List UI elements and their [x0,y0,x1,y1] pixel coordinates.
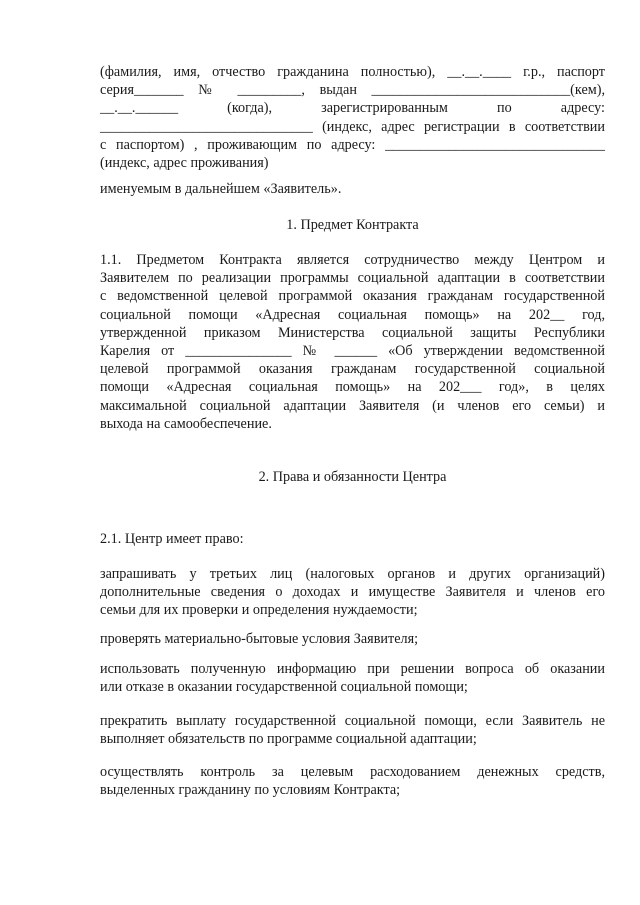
section-2-subtitle: 2.1. Центр имеет право: [100,531,244,547]
header-line-2: серия_______ № _________, выдан ____________________________(кем), [100,82,605,99]
s1-line: с ведомственной целевой программой оказания гражданам государственной [100,288,605,305]
header-line-6: (индекс, адрес проживания) [100,155,269,172]
item-line: осуществлять контроль за целевым расходованием денежных средств, [100,764,605,780]
item-line: дополнительные сведения о доходах и имуществе Заявителя и членов его [100,584,605,601]
s1-line: выхода на самообеспечение. [100,415,272,432]
s1-line: максимальной социальной адаптации Заявителя (и членов его семьи) и [100,397,605,414]
item-line: семьи для их проверки и определения нуждаемости; [100,602,418,619]
item-line: запрашивать у третьих лиц (налоговых органов и других организаций) [100,566,605,582]
s1-line: целевой программой оказания гражданам государственной социальной [100,361,605,378]
applicant-header [100,63,605,172]
item-line: прекратить выплату государственной социальной помощи, если Заявитель не [100,713,605,729]
section-1-title: 1. Предмет Контракта [286,217,419,233]
right-item-2 [100,630,605,648]
item-line: проверять материально-бытовые условия Заявителя; [100,631,419,647]
s1-line: 1.1. Предметом Контракта является сотрудничество между Центром и [100,252,605,268]
right-item-5 [100,763,605,799]
section-2-title: 2. Права и обязанности Центра [258,469,447,485]
s1-line: Карелия от _______________ № ______ «Об утверждении ведомственной [100,343,605,360]
item-line: выполняет обязательств по программе социальной адаптации; [100,731,477,748]
item-line: использовать полученную информацию при решении вопроса об оказании [100,661,605,677]
s1-line: Заявителем по реализации программы социальной адаптации в соответствии [100,270,605,287]
item-line: или отказе в оказании государственной социальной помощи; [100,679,468,696]
header-line-1: (фамилия, имя, отчество гражданина полностью), __.__.____ г.р., паспорт [100,64,605,80]
s1-line: помощи «Адресная социальная помощь» на 202___ год», в целях [100,379,605,396]
header-line-3: __.__.______ (когда), зарегистрированным по адресу: [100,100,605,117]
intro-text: именуемым в дальнейшем «Заявитель». [100,181,342,197]
header-line-4: ______________________________ (индекс, адрес регистрации в соответствии [100,118,605,135]
right-item-3 [100,660,605,696]
s1-line: утвержденной приказом Министерства социальной защиты Республики [100,324,605,341]
header-line-5: с паспортом) , проживающим по адресу: _______________________________ [100,136,605,153]
section-1-paragraph [100,251,605,433]
s1-line: социальной помощи «Адресная социальная помощь» на 202__ год, [100,306,605,323]
item-line: выделенных гражданину по условиям Контракта; [100,782,401,799]
right-item-4 [100,712,605,748]
right-item-1 [100,565,605,620]
